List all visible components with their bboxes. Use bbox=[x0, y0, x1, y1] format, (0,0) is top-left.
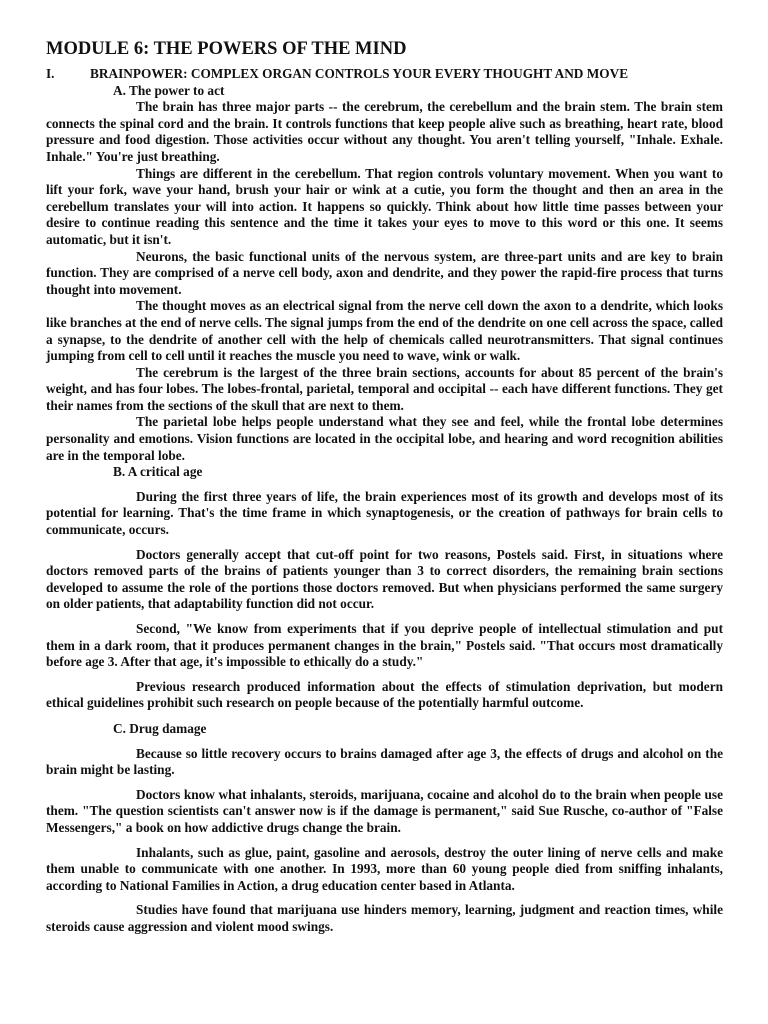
section-heading bbox=[46, 66, 723, 83]
subsection-a-heading: A. The power to act bbox=[113, 82, 225, 98]
paragraph: Because so little recovery occurs to brains damaged after age 3, the effects of drugs and alcohol on the brain might be lasting. bbox=[46, 745, 723, 778]
paragraph: Doctors know what inhalants, steroids, marijuana, cocaine and alcohol do to the brain when people use them. "The question scientists can't answer now is if the damage is permanent," said Sue Rusche, co-author of "False Messengers," a book on how addictive drugs change the brain. bbox=[46, 786, 723, 835]
paragraph: Inhalants, such as glue, paint, gasoline and aerosols, destroy the outer lining of nerve cells and make them unable to communicate with one another. In 1993, more than 60 young people died from sniffing inhalants, according to National Families in Action, a drug education center based in Atlanta. bbox=[46, 844, 723, 893]
section-number: I. bbox=[46, 66, 55, 81]
paragraph: The cerebrum is the largest of the three brain sections, accounts for about 85 percent of the brain's weight, and has four lobes. The lobes-frontal, parietal, temporal and occipital -- each have different functions. They get their names from the sections of the skull that are next to them. bbox=[46, 364, 723, 413]
paragraph: Studies have found that marijuana use hinders memory, learning, judgment and reaction times, while steroids cause aggression and violent mood swings. bbox=[46, 902, 723, 934]
paragraph: Second, "We know from experiments that if you deprive people of intellectual stimulation and put them in a dark room, that it produces permanent changes in the brain," Postels said. "That occurs most dramatically before age 3. After that age, it's impossible to ethically do a study." bbox=[46, 621, 723, 670]
paragraph: The parietal lobe helps people understand what they see and feel, while the frontal lobe determines personality and emotions. Vision functions are located in the occipital lobe, and hearing and word recognition abilities are in the temporal lobe. bbox=[46, 414, 723, 463]
paragraph: Things are different in the cerebellum. That region controls voluntary movement. When you want to lift your fork, wave your hand, brush your hair or wink at a cutie, you form the thought and then an area in the cerebellum translates your will into action. It happens so quickly. Think about how little time passes between your desire to continue reading this sentence and the time it takes your eyes to move to this word or this one. It seems automatic, but it isn't. bbox=[46, 165, 723, 247]
page-title: MODULE 6: THE POWERS OF THE MIND bbox=[46, 39, 407, 59]
paragraph: Neurons, the basic functional units of the nervous system, are three-part units and are key to brain function. They are comprised of a nerve cell body, axon and dendrite, and they power the rapid-fire process that turns thought into movement. bbox=[46, 248, 723, 297]
subsection-c-heading: C. Drug damage bbox=[113, 720, 207, 736]
paragraph: The thought moves as an electrical signal from the nerve cell down the axon to a dendrite, which looks like branches at the end of nerve cells. The signal jumps from the end of the dendrite on one cell across the space, called a synapse, to the dendrite of another cell with the help of chemicals called neurotransmitters. That signal continues jumping from cell to cell until it reaches the muscle you need to wave, wink or walk. bbox=[46, 298, 723, 364]
paragraph: Doctors generally accept that cut-off point for two reasons, Postels said. First, in situations where doctors removed parts of the brains of patients younger than 3 to correct disorders, the remaining brain sections developed to assume the role of the portions those doctors removed. But when physicians performed the same surgery on older patients, that adaptability function did not occur. bbox=[46, 546, 723, 612]
paragraph: During the first three years of life, the brain experiences most of its growth and develops most of its potential for learning. That's the time frame in which synaptogenesis, or the creation of pathways for brain cells to communicate, occurs. bbox=[46, 488, 723, 538]
document-page bbox=[46, 38, 723, 936]
paragraph: The brain has three major parts -- the cerebrum, the cerebellum and the brain stem. The brain stem connects the spinal cord and the brain. It controls functions that keep people alive such as breathing, heart rate, blood pressure and food digestion. Those activities occur without any thought. You aren't telling yourself, "Inhale. Exhale. Inhale." You're just breathing. bbox=[46, 99, 723, 164]
paragraph: Previous research produced information about the effects of stimulation deprivation, but modern ethical guidelines prohibit such research on people because of the potentially harmful outcome. bbox=[46, 678, 723, 711]
subsection-b-heading: B. A critical age bbox=[113, 464, 203, 480]
section-title: BRAINPOWER: COMPLEX ORGAN CONTROLS YOUR EVERY THOUGHT AND MOVE bbox=[90, 66, 629, 81]
